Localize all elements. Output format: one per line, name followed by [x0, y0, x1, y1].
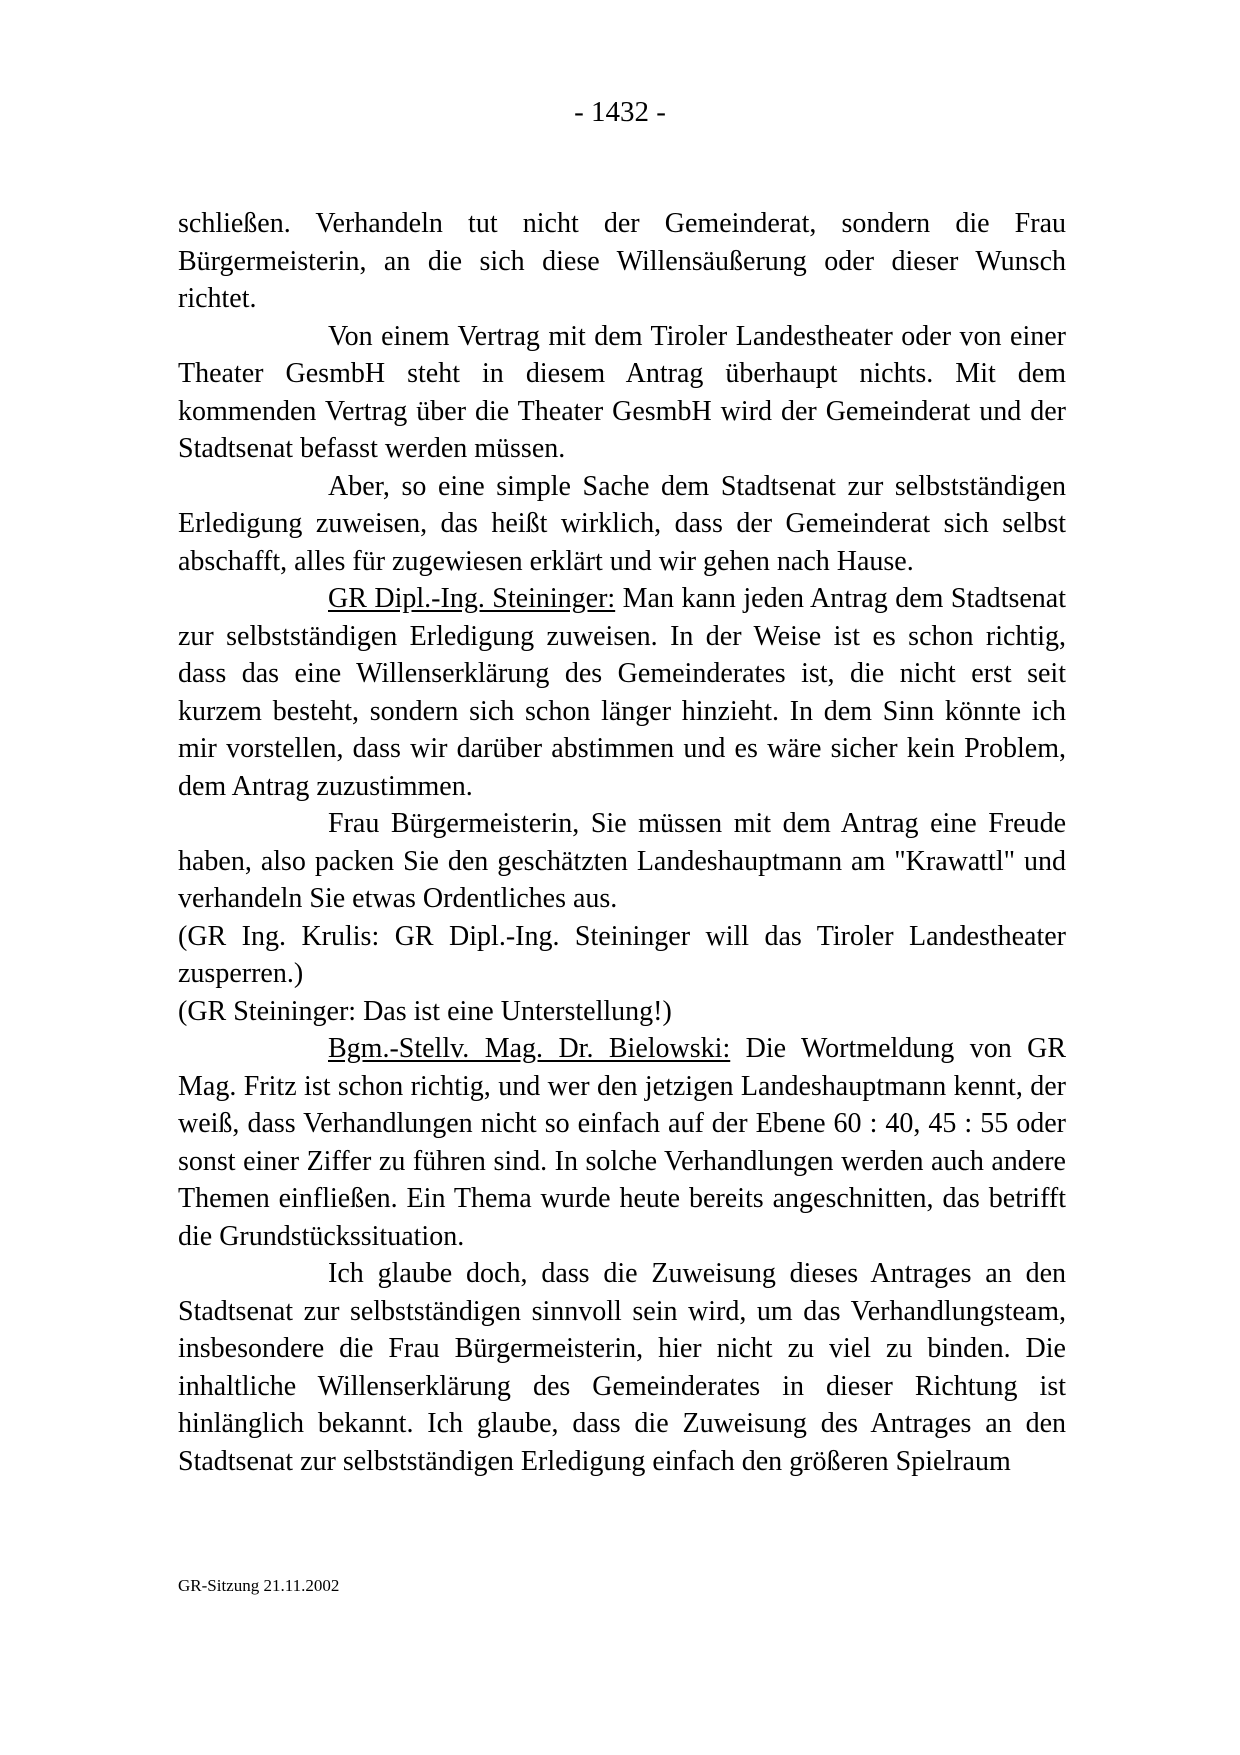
footer-session-date: GR-Sitzung 21.11.2002 [178, 1576, 340, 1595]
page-number: - 1432 - [574, 96, 666, 128]
speaker-name: GR Dipl.-Ing. Steininger: [328, 583, 616, 614]
paragraph-bielowski [178, 1030, 1066, 1255]
body-text [178, 205, 1066, 1480]
paragraph-2: Von einem Vertrag mit dem Tiroler Landestheater oder von einer Theater GesmbH steht in diesem Antrag überhaupt nichts. Mit dem kommenden Vertrag über die Theater GesmbH wird der Gemeinderat und der Stadtsenat befasst werden müssen. [178, 320, 1066, 464]
paragraph-1: schließen. Verhandeln tut nicht der Gemeinderat, sondern die Frau Bürgermeisterin, an die sich diese Willensäußerung oder dieser Wunsch richtet. [178, 208, 1066, 314]
paragraph-5: Frau Bürgermeisterin, Sie müssen mit dem Antrag eine Freude haben, also packen Sie den geschätzten Landeshauptmann am "Krawattl" und verhandeln Sie etwas Ordentliches aus. [178, 808, 1066, 914]
paragraph-9: Ich glaube doch, dass die Zuweisung dieses Antrages an den Stadtsenat zur selbstständigen sinnvoll sein wird, um das Verhandlungsteam, insbesondere die Frau Bürgermeisterin, hier nicht zu viel zu binden. Die inhaltliche Willenserklärung des Gemeinderates in dieser Richtung ist hinlänglich bekannt. Ich glaube, dass die Zuweisung des Antrages an den Stadtsenat zur selbstständigen Erledigung einfach den größeren Spielraum [178, 1258, 1066, 1477]
speech-text: Man kann jeden Antrag dem Stadtsenat zur selbstständigen Erledigung zuweisen. In der Weise ist es schon richtig, dass das eine Willenserklärung des Gemeinderates ist, die nicht erst seit kurzem besteht, sondern sich schon länger hinzieht. In dem Sinn könnte ich mir vorstellen, dass wir darüber abstimmen und es wäre sicher kein Problem, dem Antrag zuzustimmen. [178, 583, 1066, 802]
paragraph-steininger [178, 580, 1066, 805]
interjection-krulis: (GR Ing. Krulis: GR Dipl.-Ing. Steininger will das Tiroler Landestheater zusperren.) [178, 920, 1066, 989]
speech-text: Die Wortmeldung von GR Mag. Fritz ist schon richtig, und wer den jetzigen Landeshauptmann kennt, der weiß, dass Verhandlungen nicht so einfach auf der Ebene 60 : 40, 45 : 55 oder sonst einer Ziffer zu führen sind. In solche Verhandlungen werden auch andere Themen einfließen. Ein Thema wurde heute bereits angeschnitten, das betrifft die Grundstückssituation. [178, 1033, 1067, 1252]
paragraph-3: Aber, so eine simple Sache dem Stadtsenat zur selbstständigen Erledigung zuweisen, das heißt wirklich, dass der Gemeinderat sich selbst abschafft, alles für zugewiesen erklärt und wir gehen nach Hause. [178, 470, 1066, 577]
interjection-steininger: (GR Steininger: Das ist eine Unterstellung!) [178, 995, 672, 1027]
speaker-name: Bgm.-Stellv. Mag. Dr. Bielowski: [328, 1033, 731, 1064]
